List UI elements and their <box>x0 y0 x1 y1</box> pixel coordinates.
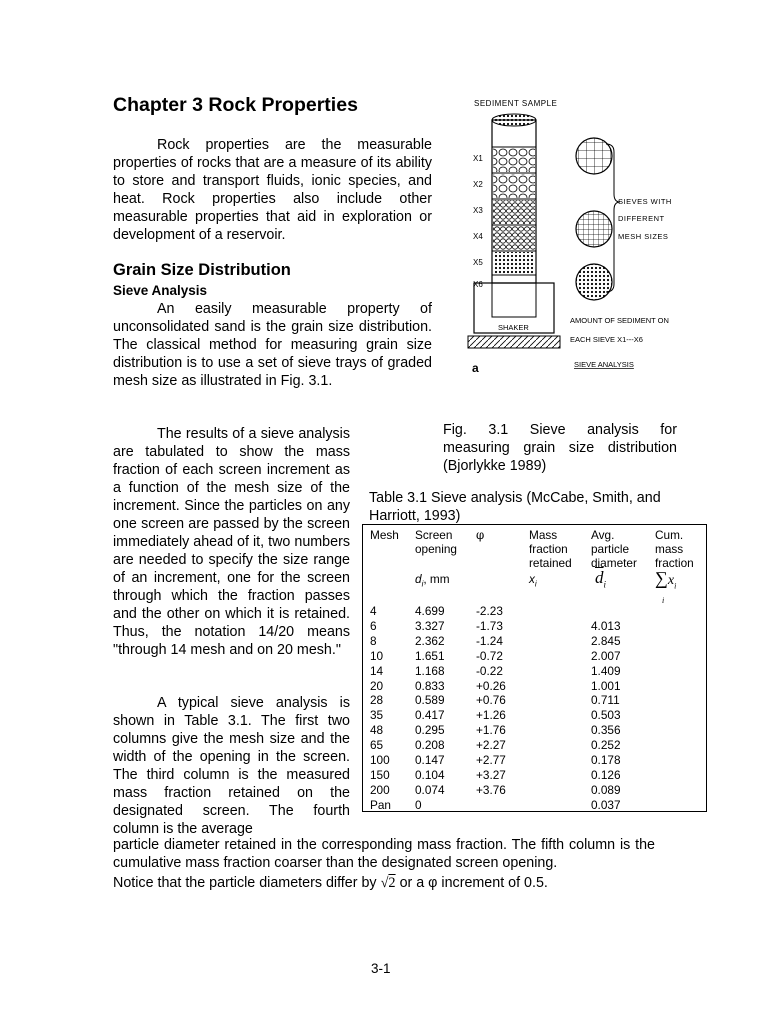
units-sum-x: x <box>667 573 675 588</box>
units-di-symbol: d <box>415 572 422 586</box>
fig-x-label: X3 <box>473 206 483 215</box>
subsection-heading: Sieve Analysis <box>113 283 208 298</box>
cell-phi: -1.73 <box>476 618 503 633</box>
sqrt-value: 2 <box>388 875 396 891</box>
cell-opening: 0.833 <box>415 678 445 693</box>
intro-paragraph <box>113 136 432 244</box>
cell-mesh: 20 <box>370 678 384 693</box>
fig-x-label: X1 <box>473 154 483 163</box>
header-avg <box>591 528 637 570</box>
fig-amount-label: AMOUNT OF SEDIMENT ON <box>570 316 669 325</box>
table-row <box>363 619 706 634</box>
intro-text: Rock properties are the measurable properties of rocks that are a measure of its ability to store and transport fluids, ionic species, and heat. Rock properties also include other measurable properties that aid in exploration or development of a reservoir. <box>113 137 432 243</box>
table-row <box>363 604 706 619</box>
cell-mesh: 8 <box>370 633 377 648</box>
cell-avg: 0.503 <box>591 708 621 723</box>
units-sum-symbol: ∑ <box>655 568 668 588</box>
cell-avg: 2.007 <box>591 648 621 663</box>
cell-phi: -1.24 <box>476 633 503 648</box>
header-mesh: Mesh <box>370 528 399 542</box>
header-avg-line: Avg. <box>591 528 615 542</box>
table-row <box>363 798 706 813</box>
cell-avg: 0.356 <box>591 723 621 738</box>
fig-top-label: SEDIMENT SAMPLE <box>474 99 558 108</box>
table-row <box>363 649 706 664</box>
header-avg-line: diameter <box>591 556 637 570</box>
units-avg-sub: i <box>603 579 607 590</box>
header-mass <box>529 528 572 570</box>
cell-avg: 0.252 <box>591 738 621 753</box>
table-row <box>363 693 706 708</box>
table-row <box>363 723 706 738</box>
units-sum-sub: i <box>662 595 665 605</box>
cell-mesh: 35 <box>370 708 384 723</box>
cell-phi: -0.22 <box>476 663 503 678</box>
header-cum-line: mass <box>655 542 684 556</box>
header-screen-line: Screen <box>415 528 453 542</box>
cell-mesh: 100 <box>370 753 390 767</box>
fig-amount-label: EACH SIEVE X1---X6 <box>570 335 643 344</box>
cell-phi: +1.26 <box>476 708 506 723</box>
units-xi <box>529 572 537 591</box>
sqrt-symbol: √2 <box>380 875 396 891</box>
cell-opening: 0.208 <box>415 738 445 753</box>
table-row <box>363 708 706 723</box>
cell-phi: +3.27 <box>476 767 506 782</box>
typical-text: A typical sieve analysis is shown in Table 3.1. The first two columns give the mesh size and the width of the opening in the screen. The third column is the measured mass fraction retained on the designated screen. The fourth column is the average <box>113 695 350 837</box>
sieve-circles <box>576 138 612 300</box>
units-mm: , mm <box>423 572 450 586</box>
cell-avg: 0.037 <box>591 797 621 812</box>
notice-text-a: Notice that the particle diameters differ by <box>113 875 377 891</box>
cell-avg: 1.409 <box>591 663 621 678</box>
cell-opening: 0.104 <box>415 767 445 782</box>
fig-sieves-label: DIFFERENT <box>618 214 665 223</box>
cell-phi: +2.77 <box>476 753 506 767</box>
cell-phi: +3.76 <box>476 782 506 797</box>
units-sum-x-sub: i <box>674 581 677 591</box>
header-phi: φ <box>476 528 485 542</box>
typical-paragraph <box>113 694 350 838</box>
sieve-table <box>362 524 707 812</box>
fig-sieves-label: MESH SIZES <box>618 232 669 241</box>
cell-avg: 0.178 <box>591 753 621 767</box>
cell-avg: 2.845 <box>591 633 621 648</box>
fig-analysis-label: SIEVE ANALYSIS <box>574 360 634 369</box>
header-screen-line: opening <box>415 542 457 556</box>
cell-avg: 4.013 <box>591 618 621 633</box>
cell-mesh: 150 <box>370 767 390 782</box>
figure-caption: Fig. 3.1 Sieve analysis for measuring grain size distribution (Bjorlykke 1989) <box>443 422 677 474</box>
header-cum-line: Cum. <box>655 528 684 542</box>
cell-phi: -0.72 <box>476 648 503 663</box>
cell-mesh: Pan <box>370 797 391 812</box>
header-cum-line: fraction <box>655 556 694 570</box>
table-row <box>363 679 706 694</box>
cell-phi: +2.27 <box>476 738 506 753</box>
table-row <box>363 783 706 798</box>
cell-opening: 0.147 <box>415 753 445 767</box>
cell-opening: 0.074 <box>415 782 445 797</box>
cell-mesh: 200 <box>370 782 390 797</box>
section-heading: Grain Size Distribution <box>113 261 291 279</box>
table-caption: Table 3.1 Sieve analysis (McCabe, Smith, and Harriott, 1993) <box>369 490 661 524</box>
fig-panel-label: a <box>472 361 479 375</box>
chapter-title: Chapter 3 Rock Properties <box>113 94 358 116</box>
units-avg-symbol: $\overline{d}$ <box>595 568 604 587</box>
cell-phi: +1.76 <box>476 723 506 738</box>
cell-avg: 0.089 <box>591 782 621 797</box>
sieve-text: An easily measurable property of unconsolidated sand is the grain size distribution. The classical method for measuring grain size distribution is to use a set of sieve trays of graded mesh size as illustrated in Fig. 3.1. <box>113 301 432 389</box>
cell-avg: 0.711 <box>591 693 620 708</box>
notice-line <box>113 874 673 892</box>
cell-mesh: 65 <box>370 738 384 753</box>
units-xi-sub: i <box>534 579 537 589</box>
cell-mesh: 28 <box>370 693 384 708</box>
header-cum <box>655 528 694 570</box>
cell-mesh: 10 <box>370 648 384 663</box>
cell-phi: +0.76 <box>476 693 506 708</box>
table-row <box>363 753 706 768</box>
header-mass-line: Mass <box>529 528 558 542</box>
cell-opening: 0 <box>415 797 422 812</box>
fig-x-label: X2 <box>473 180 483 189</box>
cell-opening: 4.699 <box>415 604 445 618</box>
cell-mesh: 4 <box>370 604 377 618</box>
fig-x-labels <box>473 154 483 289</box>
fig-shaker-label: SHAKER <box>498 323 529 332</box>
sieve-column <box>492 114 536 283</box>
fig-x-label: X6 <box>473 280 483 289</box>
table-row <box>363 664 706 679</box>
sieve-analysis-figure <box>458 94 683 379</box>
cell-opening: 0.295 <box>415 723 445 738</box>
sieve-paragraph <box>113 300 432 390</box>
cell-opening: 1.651 <box>415 648 445 663</box>
cell-mesh: 6 <box>370 618 377 633</box>
cell-opening: 3.327 <box>415 618 445 633</box>
cell-avg: 1.001 <box>591 678 621 693</box>
table-row <box>363 634 706 649</box>
units-xi-symbol: x <box>529 572 535 586</box>
shaker <box>468 283 560 348</box>
table-row <box>363 768 706 783</box>
cell-phi: -2.23 <box>476 604 503 618</box>
cell-mesh: 48 <box>370 723 384 738</box>
units-sum <box>655 568 676 605</box>
results-text: The results of a sieve analysis are tabulated to show the mass fraction of each screen increment as a function of the mesh size of the increment. Since the particles on any one screen are passed by the screen immediately ahead of it, two numbers are needed to specify the size range of an increment, one for the screen through which the fraction passes and the other on which it is retained. Thus, the notation 14/20 means "through 14 mesh and on 20 mesh." <box>113 426 350 658</box>
header-screen <box>415 528 457 556</box>
fig-x-label: X5 <box>473 258 483 267</box>
units-avg-d <box>595 568 606 594</box>
header-mass-line: retained <box>529 556 572 570</box>
cell-opening: 0.417 <box>415 708 445 723</box>
cell-avg: 0.126 <box>591 767 621 782</box>
cell-opening: 0.589 <box>415 693 445 708</box>
table-row <box>363 738 706 753</box>
cell-opening: 1.168 <box>415 663 445 678</box>
units-di <box>415 572 450 591</box>
fig-x-label: X4 <box>473 232 483 241</box>
cell-phi: +0.26 <box>476 678 506 693</box>
header-mass-line: fraction <box>529 542 568 556</box>
results-paragraph <box>113 425 350 659</box>
units-di-sub: i <box>421 579 424 589</box>
typical-paragraph-cont: particle diameter retained in the corresponding mass fraction. The fifth column is the cumulative mass fraction coarser than the designated screen opening. <box>113 837 655 871</box>
notice-text-b: or a φ increment of 0.5. <box>399 875 548 891</box>
cell-mesh: 14 <box>370 663 384 678</box>
fig-sieves-label: SIEVES WITH <box>618 197 672 206</box>
header-avg-line: particle <box>591 542 630 556</box>
page-number: 3-1 <box>371 961 391 976</box>
cell-opening: 2.362 <box>415 633 445 648</box>
